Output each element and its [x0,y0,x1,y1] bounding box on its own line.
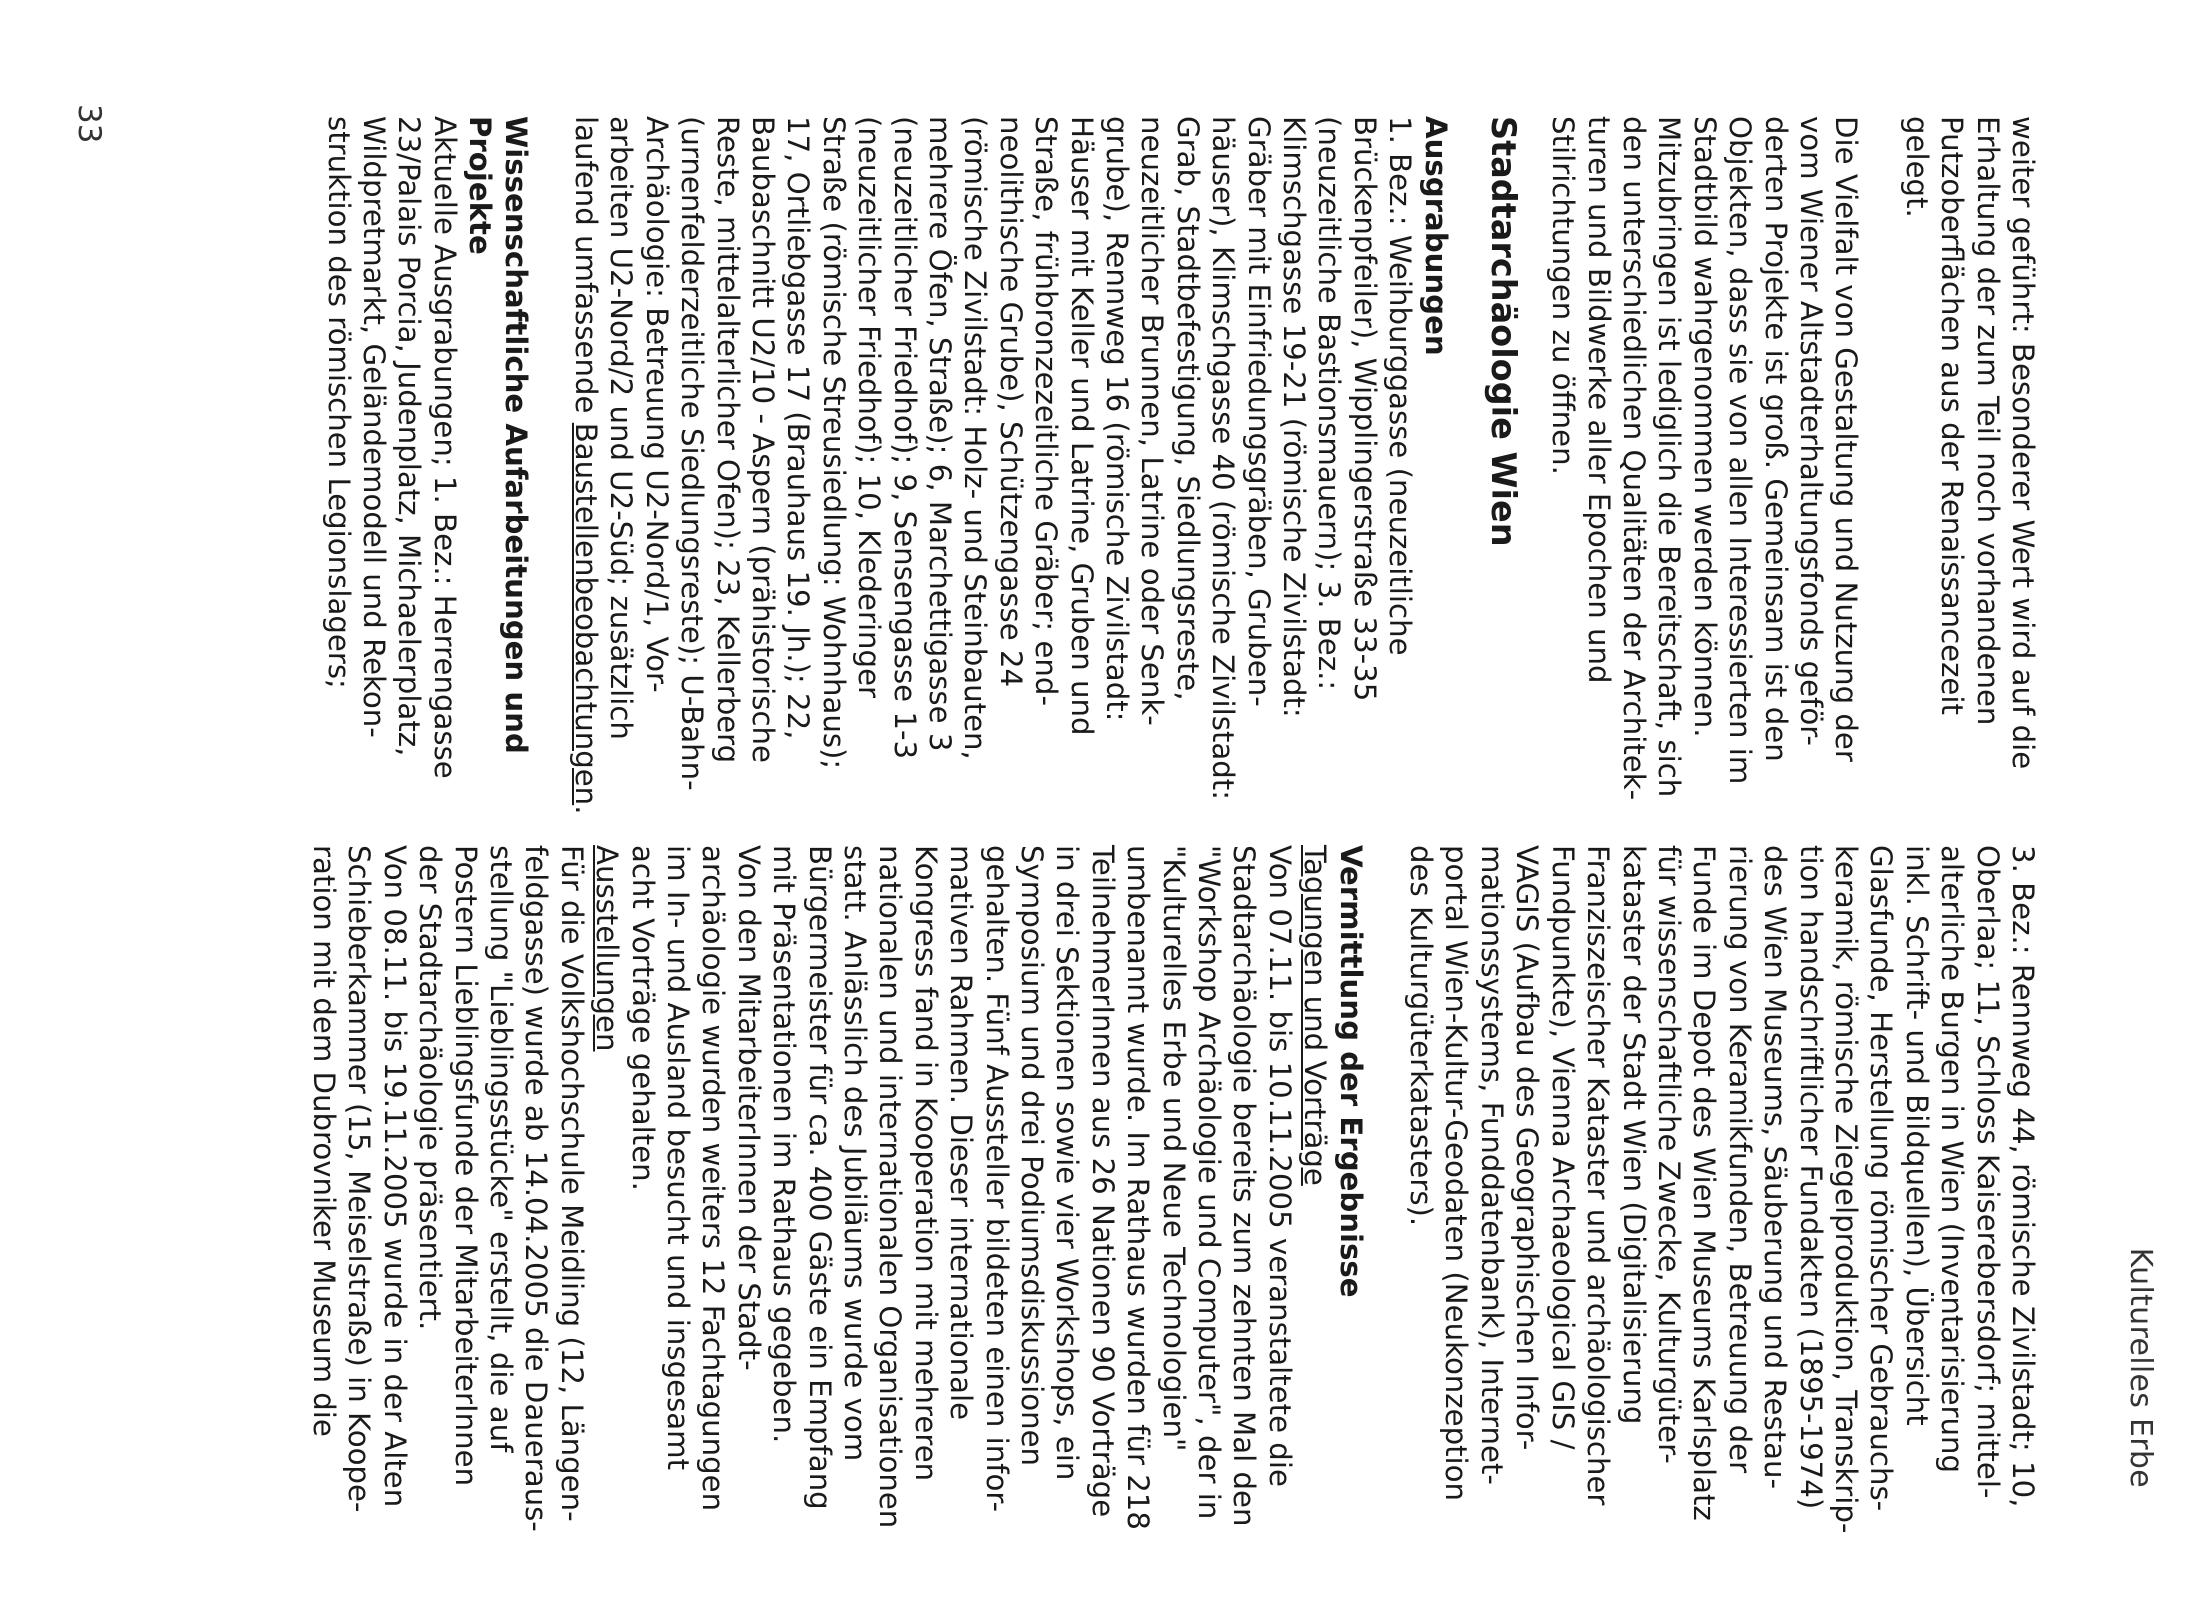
text-line: im In- und Ausland besucht und insgesamt [660,845,695,1471]
text-line: Aktuelle Ausgrabungen; 1. Bez.: Herrengasse [427,116,462,779]
text-line: Franziszeischer Kataster und archäologischer [1581,845,1616,1506]
text-line: Von den MitarbeiterInnen der Stadt- [731,845,766,1371]
text-line: rierung von Keramikfunden, Betreuung der [1722,845,1757,1474]
text-line: statt. Anlässlich des Jubiläums wurde vom [838,845,872,1462]
text-line: Wildpretmarkt, Geländemodell und Rekon- [356,116,391,738]
wissenschaft-heading: Wissenschaftliche Aufarbeitungen und [498,116,533,754]
left-column [320,116,2040,815]
text-line: Oberlaa; 11, Schloss Kaiserebersdorf; mittel- [1970,845,2005,1499]
text-line: gelegt. [1899,116,1934,218]
text-line: Straße (römische Streusiedlung: Wohnhaus); [816,116,851,770]
text-line: ration mit dem Dubrovniker Museum die [306,845,341,1437]
text-line: VAGIS (Aufbau des Geographischen Infor- [1510,845,1545,1451]
text-line: alterliche Burgen in Wien (Inventarisierung [1935,845,1970,1474]
text-line: Schieberkammer (15, Meiselstraße) in Koope- [342,845,377,1513]
vermittlung-heading: Vermittlung der Ergebnisse [1333,845,1368,1298]
text-line: keramik, römische Ziegelproduktion, Transkrip- [1828,845,1863,1534]
text-line: des Wien Museums, Säuberung und Restau- [1758,845,1793,1490]
text-line: derten Projekte ist groß. Gemeinsam ist den [1758,116,1793,762]
text-line: arbeiten U2-Nord/2 und U2-Süd; zusätzlich [604,116,639,740]
text-line: mationssystems, Funddatenbank), Internet- [1474,845,1509,1485]
text-line: (römische Zivilstadt: Holz- und Steinbauten, [958,116,993,760]
text-line: Von 07.11. bis 10.11.2005 veranstaltete die [1262,845,1297,1487]
text-line: Postern Lieblingsfunde der MitarbeiterInnen [448,845,483,1487]
ausgrabungen-heading: Ausgrabungen [1418,116,1453,356]
text-line: 1. Bez.: Weihburggasse (neuzeitliche [1383,116,1418,656]
text-line: 23/Palais Porcia, Judenplatz, Michaelerplatz, [392,116,427,757]
text-line: acht Vorträge gehalten. [625,845,660,1191]
text-line: mativen Rahmen. Dieser internationale [944,845,979,1421]
text-line: Bürgermeister für ca. 400 Gäste ein Empfang [802,845,837,1510]
text-line [568,116,603,815]
wissenschaft-heading: Projekte [463,116,498,255]
paragraph-spacer [1368,845,1403,1535]
text-line: portal Wien-Kultur-Geodaten (Neukonzeption [1439,845,1474,1502]
text-line: Häuser mit Keller und Latrine, Gruben und [1064,116,1099,736]
text-line: 17, Ortliebgasse 17 (Brauhaus 19. Jh.); 22, [781,116,816,740]
text-line: turen und Bildwerke aller Epochen und [1581,116,1616,684]
text-line: inkl. Schrift- und Bildquellen), Übersicht [1899,845,1934,1426]
text-line: vom Wiener Altstadterhaltungsfonds geför- [1793,116,1828,746]
ausstellungen-subheading: Ausstellungen [590,845,625,1052]
running-header: Kulturelles Erbe [2123,1247,2158,1488]
vielfalt-paragraph [1545,116,1864,806]
text-line: den unterschiedlichen Qualitäten der Architek- [1616,116,1651,801]
right-column [306,845,2041,1535]
text-line: Stilrichtungen zu öffnen. [1546,116,1581,475]
text-line: nationalen und internationalen Organisationen [873,845,908,1529]
text-line: Baubaschnitt U2/10 - Aspern (prähistorische [746,116,780,763]
ausgrabungen-section [568,116,1453,815]
text-line: Fundpunkte), Vienna Archaeological GIS / [1545,845,1580,1450]
text-line: (neuzeitlicher Friedhof); 9, Sensengasse 1-3 [887,116,922,760]
text-line: Grab, Stadtbefestigung, Siedlungsreste, [1170,116,1205,701]
text-line: der Stadtarchäologie präsentiert. [413,845,448,1331]
text-line: "Workshop Archäologie und Computer", der in [1192,845,1227,1520]
text-line: neolithische Grube), Schützengasse 24 [993,116,1028,688]
text-line: Symposium und drei Podiumsdiskussionen [1015,845,1050,1467]
text-line: Straße, frühbronzezeitliche Gräber; end- [1029,116,1064,706]
projects-continuation [1403,845,2040,1535]
text-line: (neuzeitliche Bastionsmauern); 3. Bez.: [1312,116,1347,691]
text-line: TeilnehmerInnen aus 26 Nationen 90 Vorträge [1085,845,1120,1518]
text-line: Die Vielfalt von Gestaltung und Nutzung der [1829,116,1864,762]
section-title: Stadtarchäologie Wien [1483,116,1523,547]
text-line: stellung "Lieblingsstücke" erstellt, die auf [483,845,518,1453]
text-line: mehrere Öfen, Straße); 6, Marchettigasse 3 [923,116,958,752]
paragraph-spacer [1863,116,1898,806]
text-line: archäologie wurden weiters 12 Fachtagungen [696,845,731,1512]
vermittlung-section [306,845,1368,1535]
text-fragment: . [568,805,603,815]
text-line: Mitzubringen ist lediglich die Bereitschaft, sich [1652,116,1687,798]
text-line: 3. Bez.: Rennweg 44, römische Zivilstadt; 10, [2006,845,2040,1508]
text-fragment: laufend umfassende [568,116,603,423]
wissenschaft-section [320,116,532,806]
text-line: Glasfunde, Herstellung römischer Gebrauchs- [1864,845,1899,1512]
text-line: häuser), Klimschgasse 40 (römische Zivilstadt: [1206,116,1241,801]
page-number: 33 [71,104,107,144]
text-line: Erhaltung der zum Teil noch vorhandenen [1970,116,2005,726]
text-line: Archäologie: Betreuung U2-Nord/1, Vor- [639,116,674,693]
intro-continuation [1898,116,2040,806]
text-line: (urnenfelderzeitliche Siedlungsreste); U-Bahn- [675,116,710,791]
text-line: Brückenpfeiler), Wipplingerstraße 33-35 [1347,116,1382,702]
text-line: Kongress fand in Kooperation mit mehreren [908,845,943,1482]
text-line: neuzeitlicher Brunnen, Latrine oder Senk- [1135,116,1170,726]
text-line: in drei Sektionen sowie vier Workshops, ein [1050,845,1085,1481]
baustellenbeobachtungen-underlined: Baustellenbeobachtungen [568,422,603,806]
text-line: struktion des römischen Legionslagers; [321,116,356,689]
text-line: Für die Volkshochschule Meidling (12, Längen- [554,845,589,1522]
text-line: kataster der Stadt Wien (Digitalisierung [1616,845,1651,1425]
text-line: Putzoberflächen aus der Renaissancezeit [1935,116,1970,715]
text-line: Klimschgasse 19-21 (römische Zivilstadt: [1277,116,1312,718]
text-line: Funde im Depot des Wien Museums Karlsplatz [1687,845,1722,1521]
tagungen-subheading: Tagungen und Vorträge [1298,845,1333,1186]
text-line: (neuzeitlicher Friedhof); 10, Klederinger [852,116,887,699]
text-line: weiter geführt: Besonderer Wert wird auf die [2006,116,2040,770]
text-line: Von 08.11. bis 19.11.2005 wurde in der Alten [377,845,412,1508]
text-line: grube), Rennweg 16 (römische Zivilstadt: [1100,116,1135,722]
text-line: für wissenschaftliche Zwecke, Kulturgüter- [1651,845,1686,1464]
text-line: Reste, mittelalterlicher Ofen); 23, Kellerberg [710,116,745,764]
text-line: tion handschriftlicher Fundakten (1895-1974) [1793,845,1828,1510]
text-line: "Kulturelles Erbe und Neue Technologien" [1156,845,1191,1452]
text-line: Objekten, dass sie von allen Interessierten im [1723,116,1758,785]
paragraph-spacer [533,116,568,806]
text-line: gehalten. Fünf Aussteller bildeten einen infor- [979,845,1014,1513]
text-line: Stadtbild wahrgenommen werden können. [1687,116,1722,738]
text-line: feldgasse) wurde ab 14.04.2005 die Daueraus- [519,845,554,1532]
text-line: umbenannt wurde. Im Rathaus wurden für 218 [1121,845,1156,1530]
text-line: Gräber mit Einfriedungsgräben, Gruben- [1241,116,1276,707]
text-line: mit Präsentationen im Rathaus gegeben. [767,845,802,1444]
text-line: des Kulturgüterkatasters). [1404,845,1439,1227]
text-line: Stadtarchäologie bereits zum zehnten Mal den [1227,845,1262,1527]
